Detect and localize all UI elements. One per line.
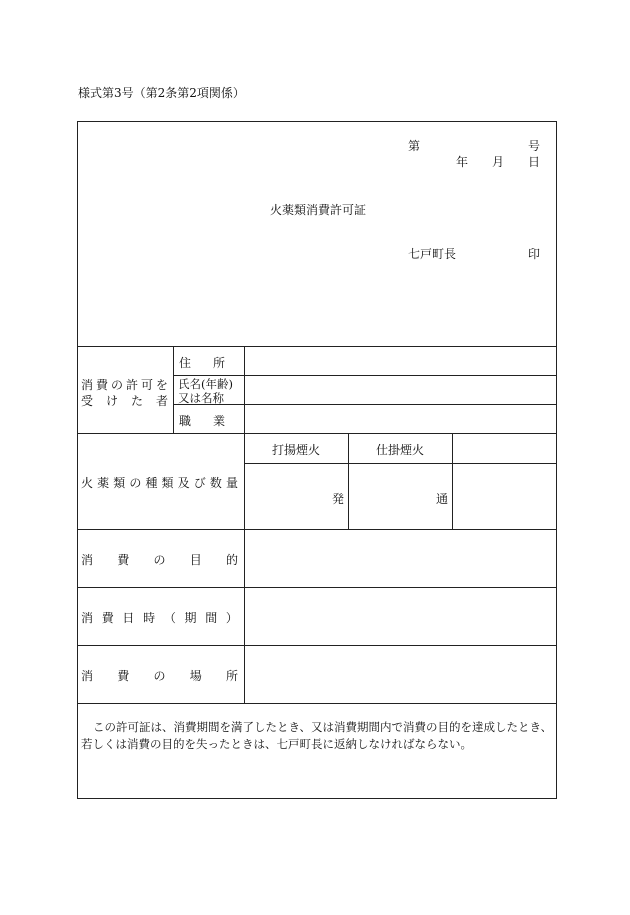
divider-line	[77, 529, 557, 530]
divider-line	[452, 433, 453, 529]
permit-number-prefix: 第	[408, 139, 421, 153]
name-entity-label: 又は名称	[178, 391, 224, 405]
set-fireworks-unit: 通	[436, 492, 449, 506]
divider-line	[77, 587, 557, 588]
notice-line-2: 若しくは消費の目的を失ったときは、七戸町長に返納しなければならない。	[81, 737, 472, 751]
divider-line	[173, 346, 174, 434]
set-fireworks-header: 仕掛煙火	[375, 443, 424, 457]
aerial-fireworks-header: 打揚煙火	[271, 443, 320, 457]
notice-line-1: この許可証は、消費期間を満了したとき、又は消費期間内で消費の目的を達成したとき、	[93, 720, 553, 734]
divider-line	[77, 433, 557, 434]
permit-form-frame	[77, 121, 557, 799]
issuer-name: 七戸町長	[408, 247, 457, 261]
occupation-label: 職 業	[179, 414, 225, 428]
date-year: 年	[456, 155, 469, 169]
datetime-label: 消 費 日 時 （ 期 間 ）	[81, 611, 238, 625]
explosives-label: 火 薬 類 の 種 類 及 び 数 量	[81, 476, 238, 490]
divider-line	[244, 346, 245, 703]
divider-line	[77, 645, 557, 646]
divider-line	[173, 404, 557, 405]
permit-number-suffix: 号	[528, 139, 541, 153]
divider-line	[77, 703, 557, 704]
seal-mark: 印	[528, 247, 541, 261]
date-month: 月	[492, 155, 505, 169]
document-title: 火薬類消費許可証	[270, 203, 367, 217]
divider-line	[77, 346, 557, 347]
purpose-label: 消 費 の 目 的	[81, 553, 238, 567]
place-label: 消 費 の 場 所	[81, 669, 238, 683]
name-age-label: 氏名(年齢)	[178, 377, 233, 391]
address-label: 住 所	[179, 356, 225, 370]
date-day: 日	[528, 155, 541, 169]
form-caption: 様式第3号（第2条第2項関係）	[78, 86, 245, 100]
aerial-fireworks-unit: 発	[332, 492, 345, 506]
divider-line	[244, 463, 557, 464]
permittee-label-line2: 受 け た 者	[81, 394, 168, 408]
permittee-label-line1: 消 費 の 許 可 を	[81, 378, 168, 392]
